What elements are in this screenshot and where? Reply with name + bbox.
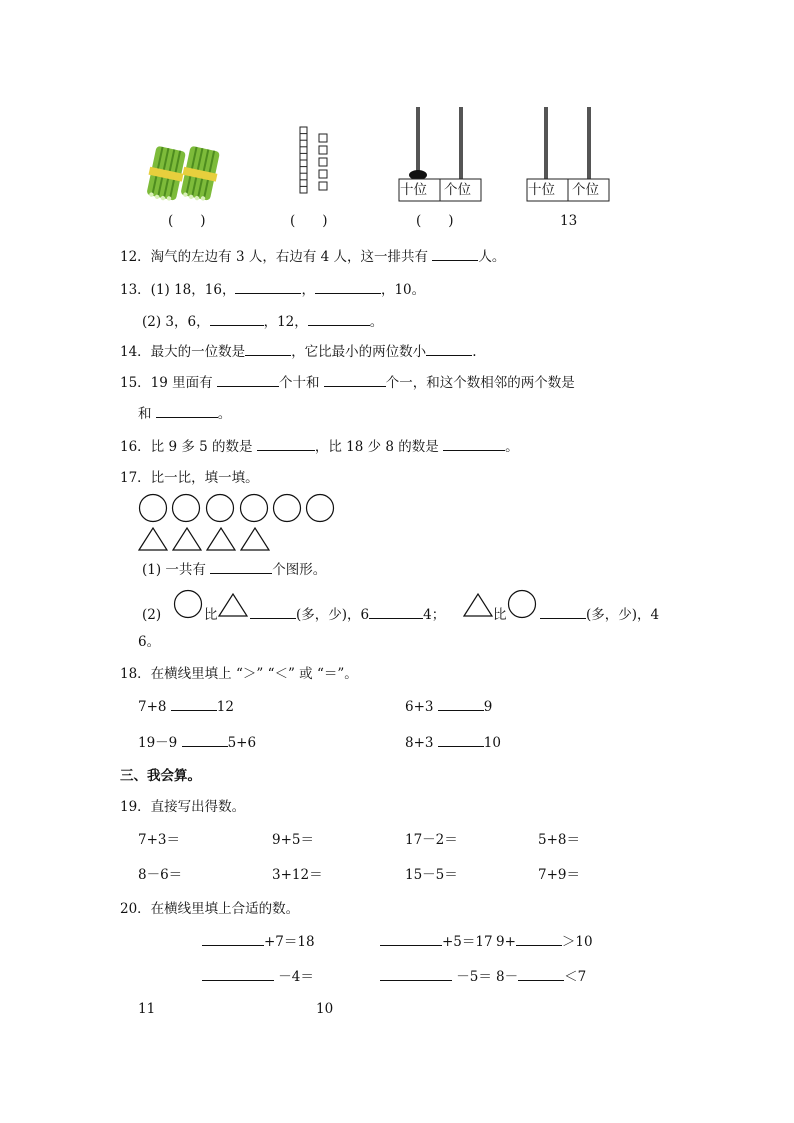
stick-bundles-icon — [140, 143, 222, 201]
answer-blank[interactable] — [369, 606, 423, 619]
circles-row-icon — [138, 493, 338, 523]
fill-item: +7＝18 — [202, 933, 315, 951]
answer-blank[interactable] — [443, 438, 505, 451]
answer-paren: ( ) — [290, 213, 328, 229]
compare-item: 6+3 9 — [405, 699, 493, 715]
question-18-title: 18．在横线里填上 “＞” “＜” 或 “＝”。 — [120, 666, 358, 682]
answer-blank[interactable] — [540, 606, 586, 619]
compare-item: 7+8 12 — [138, 699, 234, 715]
abacus-ones-label: 个位 — [572, 182, 599, 198]
question-13-part2: (2) 3，6， ，12， 。 — [142, 314, 384, 330]
answer-blank[interactable] — [438, 734, 484, 747]
answer-blank[interactable] — [438, 698, 484, 711]
wrap-value: 11 — [138, 1001, 156, 1017]
triangles-row-icon — [138, 526, 274, 552]
question-19-title: 19．直接写出得数。 — [120, 799, 246, 815]
answer-blank[interactable] — [324, 374, 386, 387]
answer-blank[interactable] — [315, 281, 381, 294]
wrap-value: 10 — [316, 1001, 334, 1017]
calc-item: 8－6＝ — [138, 867, 183, 883]
question-20-title: 20．在横线里填上合适的数。 — [120, 901, 300, 917]
question-12: 12．淘气的左边有 3 人，右边有 4 人，这一排共有 人。 — [120, 249, 506, 265]
compare-word: 比 — [493, 607, 507, 623]
calc-item: 5+8＝ — [538, 832, 580, 848]
question-17-part1: (1) 一共有 个图形。 — [142, 562, 327, 578]
question-17-part2-mid: (多，少)，6 4； — [250, 606, 445, 624]
compare-item: 8+3 10 — [405, 735, 501, 751]
answer-blank[interactable] — [202, 968, 274, 981]
question-14: 14．最大的一位数是 ，它比最小的两位数小 . — [120, 344, 477, 360]
fill-item: 9+ ＞10 — [496, 934, 593, 950]
circle-icon — [173, 589, 205, 619]
answer-blank[interactable] — [380, 968, 452, 981]
answer-blank[interactable] — [380, 933, 442, 946]
answer-blank[interactable] — [426, 343, 472, 356]
answer-blank[interactable] — [171, 698, 217, 711]
answer-blank[interactable] — [518, 968, 564, 981]
calc-item: 17－2＝ — [405, 832, 458, 848]
calc-item: 9+5＝ — [272, 832, 314, 848]
question-13-part1: 13．(1) 18，16， ， ，10。 — [120, 282, 426, 298]
compare-word: 比 — [204, 607, 218, 623]
fill-item: 8－ ＜7 — [496, 969, 587, 985]
answer-blank[interactable] — [217, 374, 279, 387]
compare-item: 19－9 5+6 — [138, 735, 257, 751]
answer-blank[interactable] — [156, 405, 218, 418]
question-15-line2: 和 。 — [138, 406, 232, 422]
calc-item: 15－5＝ — [405, 867, 458, 883]
answer-blank[interactable] — [432, 248, 478, 261]
triangle-icon — [463, 592, 495, 618]
answer-blank[interactable] — [245, 343, 291, 356]
question-17-wrap: 6。 — [138, 634, 161, 650]
calc-item: 7+9＝ — [538, 867, 580, 883]
answer-blank[interactable] — [182, 734, 228, 747]
answer-blank[interactable] — [308, 313, 370, 326]
base-ten-blocks-icon — [298, 125, 332, 195]
question-17-title: 17．比一比，填一填。 — [120, 470, 259, 486]
abacus-tens-label: 十位 — [400, 182, 427, 198]
abacus-tens-label: 十位 — [528, 182, 555, 198]
answer-blank[interactable] — [250, 606, 296, 619]
fill-item: +5＝17 — [380, 933, 493, 951]
calc-item: 7+3＝ — [138, 832, 180, 848]
triangle-icon — [218, 592, 250, 618]
question-16: 16．比 9 多 5 的数是 ，比 18 少 8 的数是 。 — [120, 439, 519, 455]
answer-blank[interactable] — [235, 281, 301, 294]
question-17-part2-lead: (2) — [142, 607, 162, 623]
answer-blank[interactable] — [210, 561, 272, 574]
answer-blank[interactable] — [257, 438, 315, 451]
circle-icon — [507, 589, 539, 619]
question-15: 15．19 里面有 个十和 个一，和这个数相邻的两个数是 — [120, 375, 575, 391]
section-heading: 三、我会算。 — [120, 768, 201, 784]
answer-blank[interactable] — [516, 933, 562, 946]
answer-paren: ( ) — [416, 213, 454, 229]
answer-blank[interactable] — [210, 313, 264, 326]
answer-blank[interactable] — [202, 933, 264, 946]
calc-item: 3+12＝ — [272, 867, 323, 883]
abacus-ones-label: 个位 — [444, 182, 471, 198]
question-17-part2-tail: (多，少)，4 — [540, 606, 659, 624]
answer-paren: ( ) — [168, 213, 206, 229]
fill-item: －4＝ — [202, 968, 314, 986]
fill-item: －5＝ — [380, 968, 492, 986]
answer-13: 13 — [560, 213, 578, 229]
